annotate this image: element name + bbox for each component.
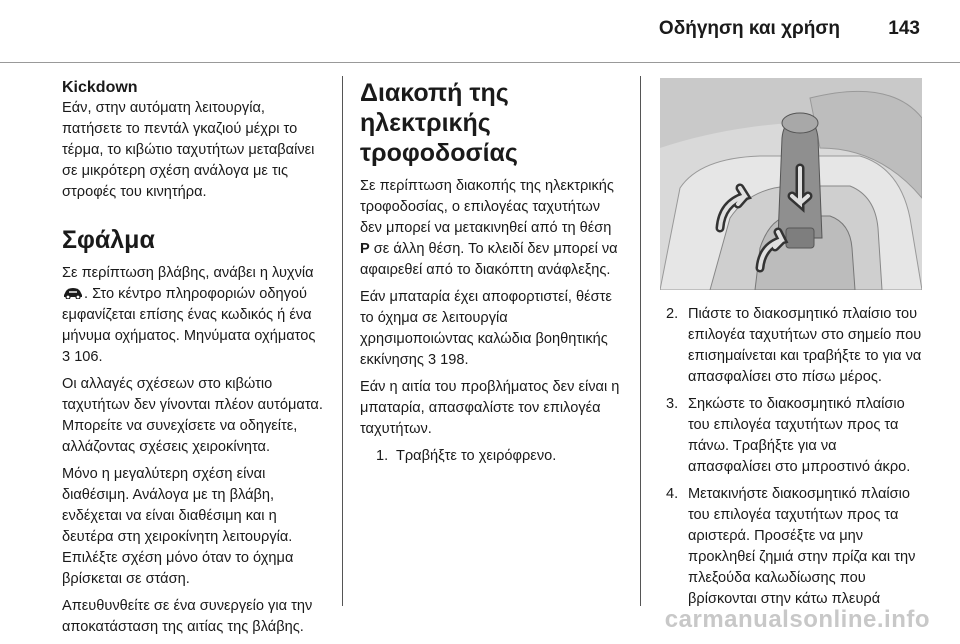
watermark: carmanualsonline.info <box>664 606 930 633</box>
list-item <box>660 304 922 388</box>
kickdown-heading: Kickdown <box>62 79 138 96</box>
column-divider <box>342 76 343 606</box>
power-text-b: σε άλλη θέση. Το κλειδί δεν μπορεί να αφαιρεθεί από το διακόπτη ανάφλεξης. <box>360 241 618 278</box>
header-title: Οδήγηση και χρήση <box>658 18 840 39</box>
car-warning-icon <box>62 287 84 299</box>
power-ref: 198. <box>440 352 469 368</box>
reference-icon: 3 <box>427 352 437 368</box>
step-1-number: 1. <box>376 448 389 464</box>
fault-heading: Σφάλμα <box>62 226 155 254</box>
column-2 <box>360 78 624 473</box>
kickdown-text: Εάν, στην αυτόματη λειτουργία, πατήσετε το πεντάλ γκαζιού μέχρι το τέρμα, το κιβώτιο ταχυτήτων μεταβαίνει σε μικρότερη σχέση ανάλογα με τις στροφές του κινητήρα. <box>62 100 315 200</box>
step-text: Μετακινήστε διακοσμητικό πλαίσιο του επιλογέα ταχυτήτων προς τα αριστερά. Προσέξτε να μην προκληθεί ζημιά στην πρίζα και την πλεξούδα καλωδίωσης που βρίσκονται στην κάτω πλευρά <box>688 486 916 607</box>
fault-paragraph-4: Απευθυνθείτε σε ένα συνεργείο για την αποκατάσταση της αιτίας της βλάβης. <box>62 598 313 635</box>
fault-ref: 106. <box>74 349 103 365</box>
column-1 <box>62 78 328 644</box>
step-number: 3. <box>666 396 679 412</box>
column-3 <box>660 78 922 616</box>
power-text-a: Σε περίπτωση διακοπής της ηλεκτρικής τροφοδοσίας, ο επιλογέας ταχυτήτων δεν μπορεί να μετακινηθεί από τη θέση <box>360 178 614 236</box>
power-text-c: Εάν μπαταρία έχει αποφορτιστεί, θέστε το όχημα σε λειτουργία χρησιμοποιώντας καλώδια βοηθητικής εκκίνησης <box>360 289 612 368</box>
power-paragraph-1 <box>360 176 624 281</box>
step-1-text: Τραβήξτε το χειρόφρενο. <box>395 448 557 464</box>
gear-selector-illustration <box>660 78 922 290</box>
steps-list <box>660 304 922 610</box>
power-paragraph-2 <box>360 287 624 371</box>
step-text: Πιάστε το διακοσμητικό πλαίσιο του επιλογέα ταχυτήτων στο σημείο που επισημαίνεται και τραβήξτε το για να απασφαλίσει στο πίσω μέρος. <box>688 306 922 385</box>
fault-paragraph-2: Οι αλλαγές σχέσεων στο κιβώτιο ταχυτήτων δεν γίνονται πλέον αυτόματα. Μπορείτε να συνεχίσετε να οδηγείτε, αλλάζοντας σχέσεις χειροκίνητα. <box>62 376 323 455</box>
reference-icon: 3 <box>62 349 71 365</box>
list-item <box>660 484 922 610</box>
list-item <box>660 394 922 478</box>
power-interruption-heading: Διακοπή της ηλεκτρικής τροφοδοσίας <box>360 79 518 167</box>
gear-selector-drawing <box>660 78 922 290</box>
page-number: 143 <box>888 18 920 39</box>
position-p: P <box>360 241 370 257</box>
step-text: Σηκώστε το διακοσμητικό πλαίσιο του επιλογέα ταχυτήτων προς τα πάνω. Τραβήξτε για να απασφαλίσει στο μπροστινό άκρο. <box>688 396 911 475</box>
column-divider <box>640 76 641 606</box>
fault-text-b: . Στο κέντρο πληροφοριών οδηγού εμφανίζεται επίσης ένας κωδικός ή ένα μήνυμα οχήματος. Μηνύματα οχήματος <box>62 286 316 344</box>
fault-text-a: Σε περίπτωση βλάβης, ανάβει η λυχνία <box>62 265 314 281</box>
page-header <box>0 0 960 63</box>
power-paragraph-3: Εάν η αιτία του προβλήματος δεν είναι η μπαταρία, απασφαλίστε τον επιλογέα ταχυτήτων. <box>360 379 620 437</box>
fault-paragraph-3: Μόνο η μεγαλύτερη σχέση είναι διαθέσιμη. Ανάλογα με τη βλάβη, ενδέχεται να είναι διαθέσιμη και η δευτέρα στη χειροκίνητη λειτουργία. Επιλέξτε σχέση μόνο όταν το όχημα βρίσκεται σε στάση. <box>62 466 294 587</box>
step-1 <box>360 446 624 467</box>
fault-paragraph-1 <box>62 263 328 368</box>
step-number: 2. <box>666 306 679 322</box>
step-number: 4. <box>666 486 679 502</box>
